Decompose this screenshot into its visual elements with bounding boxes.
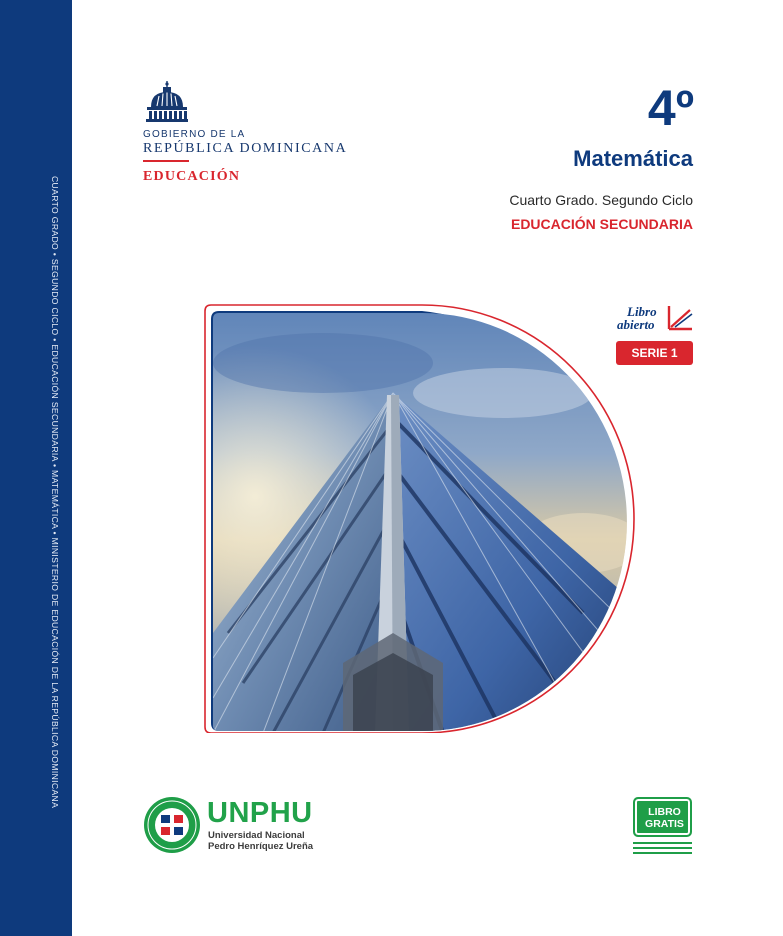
- gov-line-1: GOBIERNO DE LA: [143, 129, 246, 140]
- government-logo: [143, 80, 353, 190]
- building-photo: [203, 303, 635, 733]
- gratis-line-2: GRATIS: [645, 818, 684, 830]
- open-book-mark-icon: [667, 305, 693, 331]
- libro-word: Libro: [627, 304, 657, 319]
- abierto-word: abierto: [617, 317, 655, 332]
- unphu-name: UNPHU: [207, 797, 313, 829]
- book-spine: [0, 0, 72, 936]
- education-section: EDUCACIÓN SECUNDARIA: [510, 216, 693, 232]
- university-seal-icon: [143, 796, 201, 854]
- gov-line-2: REPÚBLICA DOMINICANA: [143, 141, 348, 156]
- gratis-page-line: [633, 842, 692, 844]
- gov-line-3: EDUCACIÓN: [143, 169, 241, 184]
- dome-icon: [143, 80, 191, 124]
- unphu-logo: [143, 796, 343, 856]
- gratis-page-line: [633, 847, 692, 849]
- serie-badge: SERIE 1: [616, 341, 693, 365]
- unphu-subtitle-1: Universidad Nacional: [208, 830, 305, 841]
- unphu-subtitle-2: Pedro Henríquez Ureña: [208, 841, 314, 852]
- gov-divider: [143, 160, 189, 162]
- gratis-page-line: [633, 852, 692, 854]
- subject-title: Matemática: [573, 146, 693, 171]
- gratis-box: [633, 797, 692, 837]
- spine-text: CUARTO GRADO • SEGUNDO CICLO • EDUCACIÓN SECUNDARIA • MATEMÁTICA • MINISTERIO DE EDUCACIÓN DE LA REPÚBLICA DOMINICANA: [50, 176, 60, 809]
- grade-level: Cuarto Grado. Segundo Ciclo: [509, 192, 693, 208]
- gratis-line-1: LIBRO: [648, 806, 681, 818]
- grade-number: 4º: [647, 80, 694, 136]
- libro-gratis-badge: [631, 797, 694, 857]
